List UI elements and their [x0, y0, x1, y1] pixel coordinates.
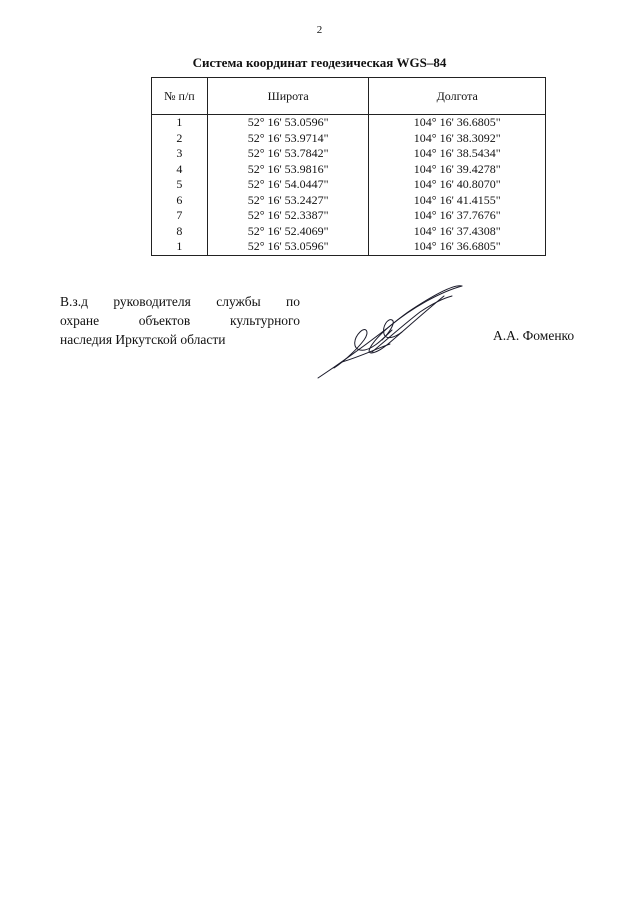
cell-latitude: 52° 16' 52.3387": [207, 208, 369, 224]
table-row: [152, 146, 546, 162]
signer-name: А.А. Фоменко: [493, 328, 575, 343]
cell-longitude: 104° 16' 39.4278": [369, 162, 546, 178]
cell-longitude: 104° 16' 38.3092": [369, 131, 546, 147]
cell-latitude: 52° 16' 53.9816": [207, 162, 369, 178]
table-row: [152, 239, 546, 255]
table-row: [152, 131, 546, 147]
cell-number: 1: [152, 239, 208, 255]
cell-number: 6: [152, 193, 208, 209]
column-header-latitude: Широта: [207, 78, 369, 115]
table-header-row: [152, 78, 546, 115]
column-header-number: № п/п: [152, 78, 208, 115]
column-header-longitude: Долгота: [369, 78, 546, 115]
table-row: [152, 177, 546, 193]
page-number: 2: [316, 24, 323, 36]
table-row: [152, 115, 546, 131]
cell-number: 5: [152, 177, 208, 193]
table-row: [152, 193, 546, 209]
cell-longitude: 104° 16' 41.4155": [369, 193, 546, 209]
table-row: [152, 224, 546, 240]
cell-number: 1: [152, 115, 208, 131]
cell-latitude: 52° 16' 53.7842": [207, 146, 369, 162]
cell-latitude: 52° 16' 53.0596": [207, 239, 369, 255]
cell-number: 3: [152, 146, 208, 162]
signer-position-line: охране объектов культурного: [60, 313, 300, 328]
cell-latitude: 52° 16' 53.0596": [207, 115, 369, 131]
cell-latitude: 52° 16' 53.9714": [207, 131, 369, 147]
table-title: Система координат геодезическая WGS–84: [192, 55, 447, 70]
cell-number: 7: [152, 208, 208, 224]
signer-position-line: наследия Иркутской области: [60, 332, 226, 347]
cell-latitude: 52° 16' 53.2427": [207, 193, 369, 209]
signer-position: [60, 292, 300, 349]
cell-longitude: 104° 16' 38.5434": [369, 146, 546, 162]
signer-position-line: В.з.д руководителя службы по: [60, 294, 300, 309]
cell-latitude: 52° 16' 54.0447": [207, 177, 369, 193]
cell-longitude: 104° 16' 37.7676": [369, 208, 546, 224]
table-row: [152, 208, 546, 224]
cell-number: 2: [152, 131, 208, 147]
handwritten-signature: [312, 282, 472, 382]
cell-latitude: 52° 16' 52.4069": [207, 224, 369, 240]
cell-longitude: 104° 16' 36.6805": [369, 239, 546, 255]
cell-longitude: 104° 16' 37.4308": [369, 224, 546, 240]
cell-longitude: 104° 16' 36.6805": [369, 115, 546, 131]
coordinates-table: [151, 77, 546, 256]
table-row: [152, 162, 546, 178]
cell-number: 8: [152, 224, 208, 240]
cell-number: 4: [152, 162, 208, 178]
cell-longitude: 104° 16' 40.8070": [369, 177, 546, 193]
